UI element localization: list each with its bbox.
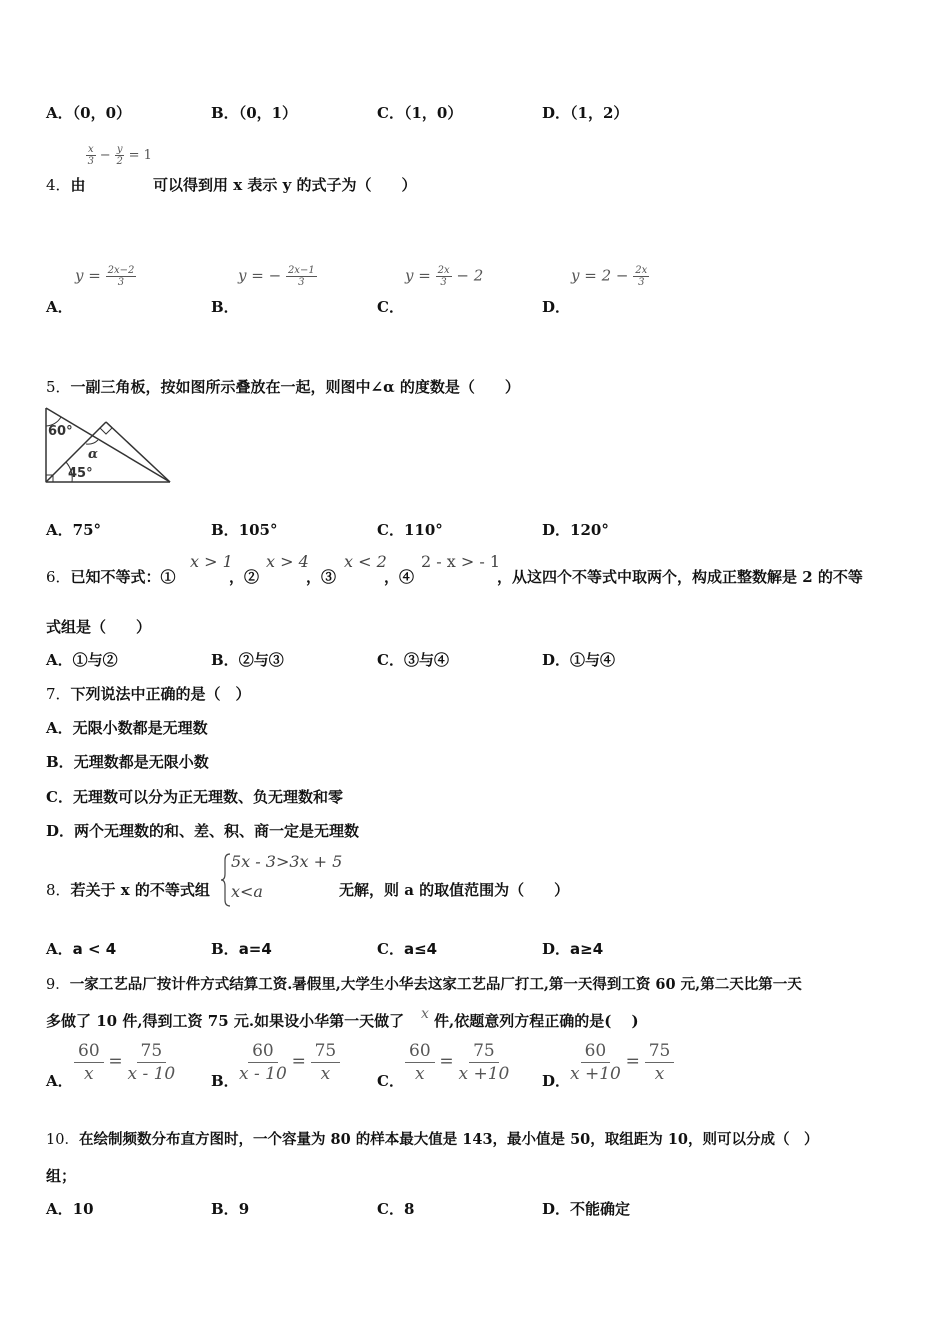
q4-option-d: D． [542,298,571,316]
q6-sep-3: ，③ [306,568,337,586]
q8-option-d: D．a≥4 [542,940,604,958]
q9-stem-line2-post: 件,依题意列方程正确的是( ) [434,1012,639,1030]
right-angle-mark-2 [100,422,112,434]
q9-stem-line1: 9．一家工艺品厂按计件方式结算工资.暑假里,大学生小华去这家工艺品厂打工,第一天得到工资 60 元,第二天比第一天 [46,976,802,993]
q6-inequality-4: 2 - x > - 1 [421,552,501,571]
q4-stem: 4．由 [46,176,86,194]
q5-option-a: A．75° [46,521,102,539]
q8-option-b: B．a=4 [211,940,272,958]
q3-option-b: B．（0，1） [211,104,298,122]
q7-option-b: B．无理数都是无限小数 [46,753,209,771]
q6-stem-post: ，从这四个不等式中取两个，构成正整数解是 2 的不等 [497,568,863,586]
q10-option-b: B．9 [211,1200,250,1218]
q5-option-c: C．110° [377,521,443,539]
q3-option-a: A．（0，0） [46,104,132,122]
q9-option-c-equation: $\frac{60}{x}$ = $\frac{75}{x +10}$ [405,1040,509,1085]
q8-stem: 8．若关于 x 的不等式组 [46,881,210,899]
q8-system-line1: 5x - 3>3x + 5 [231,852,343,871]
q8-system-line2: x<a [231,882,263,901]
second-triangle-leg-2 [106,422,170,482]
q4-stem-post: 可以得到用 x 表示 y 的式子为（ ） [153,176,417,194]
q10-option-c: C．8 [377,1200,415,1218]
q10-option-a: A．10 [46,1200,94,1218]
q5-option-b: B．105° [211,521,278,539]
q7-stem: 7．下列说法中正确的是（ ） [46,685,251,703]
q5-stem: 5．一副三角板，按如图所示叠放在一起，则图中∠α 的度数是（ ） [46,378,520,396]
q8-stem-post: 无解，则 a 的取值范围为（ ） [339,881,570,899]
q6-option-b: B．②与③ [211,651,284,669]
q4-option-c: C． [377,298,404,316]
q6-inequality-2: x > 4 [266,552,309,571]
q4-option-b-math: y = − $\frac{2x-1}{3}$ [238,265,315,288]
q9-option-d-equation: $\frac{60}{x +10}$ = $\frac{75}{x}$ [570,1040,674,1085]
q6-sep-4: ，④ [384,568,415,586]
q9-option-a-equation: $\frac{60}{x}$ = $\frac{75}{x - 10}$ [74,1040,175,1085]
q6-stem-line2: 式组是（ ） [46,618,152,636]
q4-option-d-math: y = 2 − $\frac{2x}{3}$ [571,265,648,288]
q4-option-a-math: y = $\frac{2x-2}{3}$ [75,265,135,288]
q6-option-c: C．③与④ [377,651,449,669]
angle-45-label: 45° [68,466,93,481]
q7-option-a: A．无限小数都是无理数 [46,719,208,737]
triangle-hypotenuse [46,408,170,482]
q7-option-c: C．无理数可以分为正无理数、负无理数和零 [46,788,343,806]
q4-option-c-math: y = $\frac{2x}{3}$ − 2 [405,265,484,288]
q8-option-a: A．a < 4 [46,940,117,958]
q5-option-d: D．120° [542,521,609,539]
q4-equation: $\frac{x}{3}$ − $\frac{y}{2}$ = 1 [87,144,152,167]
q6-option-d: D．①与④ [542,651,616,669]
angle-alpha-label: α [88,447,99,462]
q6-option-a: A．①与② [46,651,118,669]
q9-variable: x [421,1006,429,1022]
q9-stem-line2-pre: 多做了 10 件,得到工资 75 元.如果设小华第一天做了 [46,1012,405,1030]
triangle-figure [42,404,174,486]
q3-option-d: D．（1，2） [542,104,629,122]
angle-60-label: 60° [48,424,73,439]
q6-stem-start: 6．已知不等式：① [46,568,176,586]
q3-option-c: C．（1，0） [377,104,463,122]
q10-stem-line1: 10．在绘制频数分布直方图时，一个容量为 80 的样本最大值是 143，最小值是 50，取组距为 10，则可以分成（ ） [46,1131,819,1148]
q7-option-d: D．两个无理数的和、差、积、商一定是无理数 [46,822,360,840]
brace-path [221,854,230,906]
q6-sep-2: ，② [229,568,260,586]
q9-option-b: B． [211,1072,239,1090]
q4-option-b: B． [211,298,239,316]
q9-option-d: D． [542,1072,571,1090]
q4-option-a: A． [46,298,73,316]
q9-option-c: C． [377,1072,404,1090]
q10-option-d: D．不能确定 [542,1200,631,1218]
q9-option-b-equation: $\frac{60}{x - 10}$ = $\frac{75}{x}$ [239,1040,340,1085]
q9-option-a: A． [46,1072,73,1090]
q8-option-c: C．a≤4 [377,940,438,958]
q6-inequality-3: x < 2 [344,552,387,571]
q6-inequality-1: x > 1 [190,552,233,571]
q10-stem-line2: 组； [46,1167,77,1185]
